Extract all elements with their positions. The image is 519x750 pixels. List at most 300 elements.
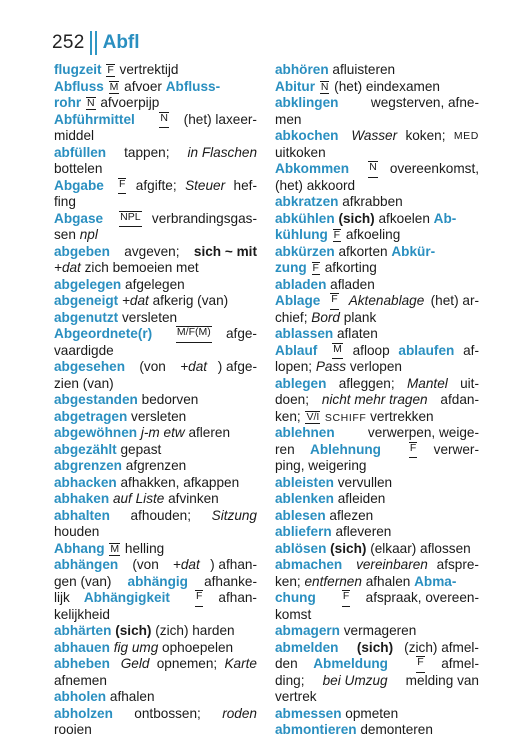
entry-line	[54, 293, 257, 310]
translation-text: helling	[121, 540, 165, 556]
entry-line	[54, 359, 257, 376]
italic-note: in Flaschen	[187, 144, 257, 160]
italic-note: Steuer	[185, 177, 226, 193]
headword: abkürzen	[275, 243, 335, 259]
entry-line	[54, 574, 257, 591]
grammar-tag: F	[333, 229, 341, 241]
translation-text: uit-	[456, 375, 479, 391]
entry-line	[54, 607, 257, 624]
translation-text: komst	[275, 606, 312, 622]
translation-text: middel	[54, 128, 95, 143]
italic-note: Sitzung	[211, 507, 257, 523]
entry-line	[54, 409, 257, 426]
grammar-tag: F	[118, 178, 126, 195]
headword: ablesen	[275, 507, 326, 523]
entry-line	[275, 392, 479, 409]
translation-text: afgelegen	[121, 276, 185, 292]
translation-text	[356, 161, 360, 178]
grammar-tag: N	[320, 80, 329, 93]
translation-text: ken;	[275, 573, 305, 589]
italic-note: fig umg	[113, 639, 159, 655]
translation-text: verlopen	[346, 359, 402, 374]
entry-line	[275, 343, 479, 360]
translation-text: afvoerpijp	[96, 95, 160, 110]
headword: ableisten	[275, 474, 334, 490]
entry-line	[275, 178, 479, 195]
entry-line	[275, 541, 479, 558]
headword: Ablage	[275, 293, 321, 308]
grammar-tag: F	[342, 590, 350, 607]
entry-line	[275, 293, 479, 310]
entry-line	[275, 145, 479, 162]
entry-line	[275, 326, 479, 343]
headword: abgewöhnen	[54, 425, 138, 440]
translation-text: melding van	[401, 672, 479, 688]
page-number: 252	[52, 32, 85, 53]
translation-text	[162, 326, 166, 343]
headword: abgesehen	[54, 359, 126, 374]
entry-line	[54, 541, 257, 558]
entry-line	[54, 178, 257, 195]
headword: Abgeordnete(r)	[54, 326, 153, 341]
entry-line	[54, 590, 257, 607]
translation-text	[322, 343, 326, 360]
italic-note: vereinbaren	[356, 557, 428, 572]
translation-text: afvinken	[164, 491, 219, 506]
translation-text	[400, 656, 404, 673]
translation-text: (elkaar) aflossen	[366, 540, 471, 556]
translation-text: afge-	[222, 326, 257, 341]
translation-text: wegsterven, afne-	[367, 95, 479, 110]
entry-line	[54, 491, 257, 508]
headword: Ablehnung	[310, 441, 381, 457]
translation-text: afladen	[326, 276, 375, 292]
entry-line	[275, 722, 479, 739]
italic-note: Pass	[315, 359, 347, 374]
grammar-tag: M	[332, 343, 343, 360]
translation-text: ding;	[275, 672, 309, 688]
page-header	[52, 30, 140, 56]
translation-text	[315, 79, 319, 94]
label-abbrev: MED	[453, 130, 479, 142]
bold-phrase: sich ~ mit	[193, 243, 257, 259]
entry-line	[54, 145, 257, 162]
entry-line	[54, 475, 257, 492]
headword: rohr	[54, 95, 82, 110]
translation-text: afhakken, afkappen	[116, 474, 240, 490]
entry-line	[275, 689, 479, 706]
headword: abmagern	[275, 623, 340, 638]
headword: abholen	[54, 689, 107, 704]
translation-text	[81, 95, 85, 110]
entry-line	[54, 689, 257, 706]
bold-phrase: (sich)	[330, 540, 367, 556]
headword: Abfluss-	[165, 78, 221, 94]
grammar-tag: F	[409, 442, 417, 459]
translation-text: af-	[459, 342, 479, 358]
translation-text: afvoer	[120, 78, 166, 94]
entry-line	[54, 310, 257, 327]
headword: abhängig	[127, 573, 188, 589]
entry-line	[275, 95, 479, 112]
entry-line	[275, 475, 479, 492]
entry-line	[54, 442, 257, 459]
headword: abkühlen	[275, 210, 335, 226]
entry-line	[54, 640, 257, 657]
translation-text: versleten	[118, 309, 178, 325]
translation-text: opmeten	[341, 705, 399, 721]
translation-text: ) afhan-	[210, 557, 257, 572]
translation-text: afgrenzen	[121, 458, 187, 473]
headword: ablegen	[275, 375, 327, 391]
entry-line	[275, 409, 479, 426]
entry-line	[275, 574, 479, 591]
grammar-tag: M	[109, 80, 119, 93]
italic-note: entfernen	[304, 573, 362, 589]
italic-note: Bord	[311, 309, 340, 325]
translation-text: lopen;	[275, 359, 316, 374]
italic-note: j-m etw	[140, 425, 185, 440]
headword: abhören	[275, 62, 329, 77]
headword: abladen	[275, 276, 327, 292]
translation-text: verbrandingsgas-	[148, 210, 257, 226]
entry-line	[54, 623, 257, 640]
italic-note: +dat	[180, 359, 208, 374]
label-abbrev: SCHIFF	[321, 411, 367, 424]
entry-line	[54, 722, 257, 739]
headword: abholzen	[54, 705, 113, 721]
entry-line	[275, 673, 479, 690]
translation-text: ken;	[275, 408, 305, 424]
translation-text: kelijkheid	[54, 606, 110, 622]
italic-note: +dat	[121, 293, 149, 308]
entry-line	[275, 458, 479, 475]
translation-text: afleveren	[331, 524, 392, 539]
entry-line	[54, 211, 257, 228]
headword: kühlung	[275, 227, 328, 242]
translation-text: lijk	[54, 590, 74, 605]
headword: Abgase	[54, 210, 104, 226]
entry-line	[54, 128, 257, 145]
entry-line	[54, 161, 257, 178]
translation-text	[109, 211, 113, 228]
headword: ablassen	[275, 326, 334, 341]
headword: abgeben	[54, 243, 110, 259]
headword: abhängen	[54, 557, 119, 572]
italic-note: npl	[79, 227, 98, 242]
entry-line	[54, 706, 257, 723]
entry-line	[275, 310, 479, 327]
entry-line	[275, 62, 479, 79]
headword: abhacken	[54, 474, 117, 490]
grammar-tag: F	[330, 293, 338, 310]
entry-line	[54, 277, 257, 294]
bold-phrase: (sich)	[356, 639, 394, 655]
entry-line	[54, 62, 257, 79]
headword: abgestanden	[54, 392, 138, 407]
headword: abgeneigt	[54, 293, 119, 308]
entry-line	[54, 227, 257, 244]
entry-line	[54, 260, 257, 277]
translation-text	[180, 590, 184, 607]
translation-text: opnemen;	[152, 656, 221, 671]
entry-line	[275, 508, 479, 525]
translation-text: vertrektijd	[115, 62, 179, 77]
header-divider	[90, 31, 97, 55]
headword: abgelegen	[54, 276, 122, 292]
entry-line	[275, 656, 479, 673]
translation-text: gepast	[116, 441, 162, 457]
italic-note: Geld	[120, 656, 150, 671]
headword: abkratzen	[275, 194, 339, 209]
headword: abmontieren	[275, 722, 357, 737]
translation-text: afkerig (van)	[148, 293, 229, 308]
translation-text: vervullen	[333, 474, 393, 490]
entry-line	[54, 112, 257, 129]
grammar-tag: F	[416, 656, 424, 673]
headword: zung	[275, 260, 307, 275]
italic-note: Aktenablage	[348, 293, 425, 308]
translation-text: (zich) harden	[151, 623, 235, 638]
translation-text: demonteren	[356, 722, 433, 737]
entry-line	[275, 442, 479, 459]
headword: abgenutzt	[54, 309, 119, 325]
translation-text: zich bemoeien met	[80, 260, 199, 275]
translation-text: (von	[128, 557, 163, 572]
translation-text: uitkoken	[275, 144, 326, 160]
headword: abfüllen	[54, 144, 107, 160]
translation-text: afloop	[348, 342, 394, 358]
translation-text: (het) laxeer-	[179, 111, 257, 127]
guide-word: Abfl	[102, 32, 140, 53]
translation-text	[323, 293, 327, 310]
translation-text: verwerpen, weige-	[364, 425, 479, 440]
headword: Abkommen	[275, 161, 350, 176]
grammar-tag: N	[86, 97, 95, 109]
entry-line	[275, 425, 479, 442]
entry-line	[275, 640, 479, 657]
translation-text: houden	[54, 524, 100, 539]
grammar-tag: N	[159, 112, 169, 129]
headword: Abkür-	[391, 243, 436, 259]
headword: chung	[275, 590, 316, 605]
translation-text	[328, 227, 332, 242]
translation-text: afhalen	[361, 573, 415, 589]
translation-text: versleten	[127, 408, 187, 424]
translation-text: koken;	[401, 128, 450, 143]
entry-line	[54, 79, 257, 96]
translation-text: afkoelen	[374, 210, 434, 226]
entry-line	[275, 623, 479, 640]
translation-text: afgifte;	[132, 177, 181, 193]
italic-note: Mantel	[406, 375, 448, 391]
entry-line	[275, 491, 479, 508]
translation-text: afhanke-	[200, 573, 257, 589]
translation-text	[347, 557, 351, 574]
headword: abliefern	[275, 524, 332, 539]
translation-text	[113, 656, 117, 673]
headword: abgetragen	[54, 408, 128, 424]
italic-note: +dat	[172, 557, 200, 572]
entry-line	[54, 557, 257, 574]
translation-text	[102, 62, 106, 77]
translation-text: afspre-	[432, 557, 479, 572]
entry-line	[54, 244, 257, 261]
entry-line	[275, 376, 479, 393]
translation-text	[346, 640, 350, 657]
translation-text: ren	[275, 441, 299, 457]
translation-text: ping, weigering	[275, 458, 367, 473]
entry-line	[275, 79, 479, 96]
translation-text: tappen;	[120, 144, 174, 160]
grammar-tag: M	[110, 542, 120, 555]
headword: Abmeldung	[313, 656, 388, 671]
entry-line	[54, 425, 257, 442]
translation-text: afleggen;	[334, 375, 399, 391]
translation-text: fing	[54, 194, 76, 209]
headword: abhärten	[54, 623, 112, 638]
entry-line	[275, 260, 479, 277]
translation-text: avgeven;	[120, 243, 184, 259]
entry-line	[54, 95, 257, 112]
headword: ablaufen	[398, 342, 455, 358]
right-column	[275, 62, 479, 739]
translation-text: verwer-	[429, 441, 479, 457]
translation-text: chief;	[275, 309, 312, 325]
translation-text: den	[275, 656, 302, 671]
translation-text: bedorven	[137, 392, 199, 407]
translation-text: afluisteren	[328, 62, 396, 77]
translation-text: hef-	[229, 177, 257, 193]
entry-line	[275, 607, 479, 624]
entry-line	[275, 524, 479, 541]
translation-text	[326, 590, 330, 607]
bold-phrase: (sich)	[115, 623, 152, 638]
entry-line	[275, 161, 479, 178]
translation-text	[393, 442, 397, 459]
translation-text	[145, 112, 149, 129]
entry-line	[54, 524, 257, 541]
entry-line	[54, 376, 257, 393]
headword: Abgabe	[54, 177, 104, 193]
grammar-tag: M/F(M)	[176, 326, 212, 343]
entry-line	[275, 128, 479, 145]
headword: ablenken	[275, 491, 334, 506]
translation-text: bottelen	[54, 161, 103, 176]
translation-text: (zich) afmel-	[400, 639, 479, 655]
headword: Abhang	[54, 540, 105, 556]
left-column	[54, 62, 257, 739]
italic-note: roden	[222, 705, 257, 721]
translation-text	[105, 541, 109, 556]
entry-line	[54, 326, 257, 343]
translation-text: zien (van)	[54, 375, 114, 391]
headword: Ablauf	[275, 342, 318, 358]
headword: Abitur	[275, 78, 316, 94]
grammar-tag: F	[195, 590, 203, 607]
translation-text: afkorten	[334, 243, 392, 259]
headword: abkochen	[275, 128, 339, 143]
italic-note: bei Umzug	[322, 672, 388, 688]
translation-text: vertrekken	[366, 408, 434, 424]
translation-text: (von	[135, 359, 170, 374]
headword: Abfluss	[54, 78, 104, 94]
translation-text: afmel-	[437, 656, 479, 671]
translation-text: afhouden;	[126, 507, 195, 523]
grammar-tag: F	[312, 262, 319, 274]
translation-text: afdan-	[436, 392, 479, 407]
entry-line	[54, 673, 257, 690]
translation-text	[104, 79, 108, 94]
translation-text	[109, 178, 113, 195]
headword: Abma-	[414, 573, 457, 589]
translation-text: rooien	[54, 722, 92, 737]
translation-text: afkorting	[320, 260, 377, 275]
entry-line	[54, 458, 257, 475]
translation-text: afhalen	[106, 689, 155, 704]
translation-text: men	[275, 111, 302, 127]
translation-text: vertrek	[275, 689, 317, 704]
translation-text: (het) akkoord	[275, 177, 356, 193]
italic-note: nicht mehr tragen	[321, 392, 428, 407]
translation-text: afleren	[184, 425, 231, 440]
translation-text: aflaten	[333, 326, 378, 341]
italic-note: Wasser	[351, 128, 398, 143]
translation-text	[342, 293, 346, 310]
entry-line	[275, 194, 479, 211]
headword: abmelden	[275, 639, 339, 655]
translation-text: overeenkomst,	[386, 161, 479, 176]
translation-text: afkoeling	[342, 227, 401, 242]
entry-line	[275, 112, 479, 129]
headword: Abhängigkeit	[83, 590, 170, 605]
translation-text: gen (van)	[54, 573, 116, 589]
translation-text: afhan-	[214, 590, 257, 605]
italic-note: Karte	[224, 656, 257, 671]
translation-text: vermageren	[339, 623, 417, 638]
italic-note: auf Liste	[112, 491, 165, 506]
translation-text: afnemen	[54, 672, 107, 688]
entry-line	[54, 343, 257, 360]
grammar-tag: N	[368, 161, 378, 178]
translation-text: ophoepelen	[158, 639, 234, 655]
bold-phrase: (sich)	[338, 210, 375, 226]
grammar-tag: V/I	[306, 410, 320, 423]
entry-line	[275, 244, 479, 261]
entry-line	[275, 590, 479, 607]
translation-text: plank	[340, 309, 377, 325]
entry-line	[275, 211, 479, 228]
grammar-tag: F	[107, 64, 114, 76]
headword: abhauen	[54, 639, 110, 655]
translation-text: ) afge-	[217, 359, 257, 374]
entry-line	[54, 508, 257, 525]
translation-text: (het) eindexamen	[330, 78, 440, 94]
headword: abhaken	[54, 491, 110, 506]
translation-text: afspraak, overeen-	[361, 590, 479, 605]
entry-line	[275, 227, 479, 244]
entry-line	[54, 656, 257, 673]
grammar-tag: NPL	[119, 211, 141, 228]
translation-text: doen;	[275, 392, 313, 407]
translation-text: ontbossen;	[130, 705, 205, 721]
headword: flugzeit	[54, 62, 102, 77]
headword: Abführmittel	[54, 111, 135, 127]
translation-text: vaardigde	[54, 342, 114, 358]
entry-line	[275, 277, 479, 294]
entry-line	[275, 359, 479, 376]
translation-text: (het) ar-	[426, 293, 479, 308]
